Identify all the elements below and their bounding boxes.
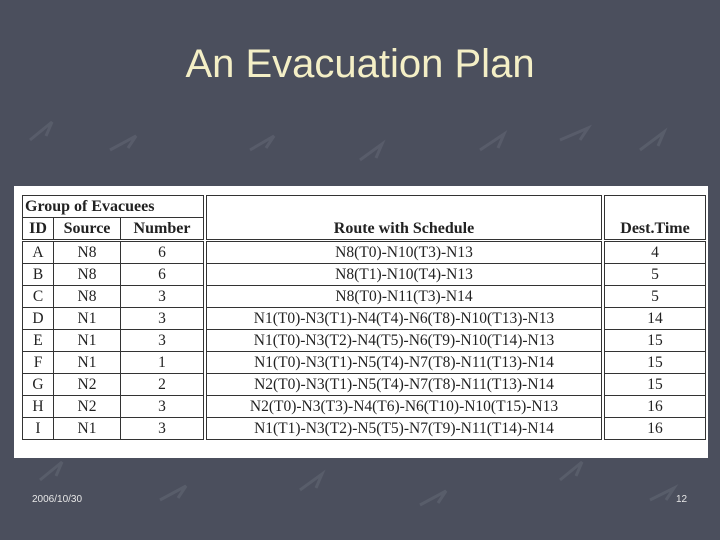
cell-number: 3 [121, 308, 204, 330]
cell-source: N1 [54, 352, 121, 374]
cell-number: 6 [121, 264, 204, 286]
cell-number: 6 [121, 241, 204, 264]
cell-source: N2 [54, 396, 121, 418]
cell-number: 3 [121, 418, 204, 440]
evacuation-plan-table [22, 195, 706, 440]
cell-id: D [23, 308, 54, 330]
cell-id: I [23, 418, 54, 440]
table-row [23, 396, 706, 418]
cell-dest-time: 4 [605, 241, 706, 264]
cell-route: N1(T1)-N3(T2)-N5(T5)-N7(T9)-N11(T14)-N14 [207, 418, 602, 440]
cell-number: 2 [121, 374, 204, 396]
cell-source: N1 [54, 308, 121, 330]
cell-number: 3 [121, 396, 204, 418]
number-header: Number [121, 218, 204, 241]
slide-date: 2006/10/30 [32, 494, 83, 505]
cell-route: N8(T0)-N11(T3)-N14 [207, 286, 602, 308]
dest-time-header: Dest.Time [605, 196, 706, 241]
cell-route: N1(T0)-N3(T1)-N4(T4)-N6(T8)-N10(T13)-N13 [207, 308, 602, 330]
slide-title: An Evacuation Plan [185, 42, 535, 86]
cell-number: 3 [121, 286, 204, 308]
route-with-schedule-header: Route with Schedule [207, 196, 602, 241]
cell-id: F [23, 352, 54, 374]
cell-dest-time: 5 [605, 286, 706, 308]
cell-id: B [23, 264, 54, 286]
cell-id: G [23, 374, 54, 396]
table-row [23, 264, 706, 286]
cell-number: 1 [121, 352, 204, 374]
cell-dest-time: 16 [605, 418, 706, 440]
column-gap [204, 218, 207, 241]
cell-source: N1 [54, 330, 121, 352]
cell-dest-time: 15 [605, 374, 706, 396]
table-row [23, 418, 706, 440]
cell-id: E [23, 330, 54, 352]
table-header-row-1 [23, 196, 706, 218]
table-row [23, 241, 706, 264]
cell-route: N2(T0)-N3(T1)-N5(T4)-N7(T8)-N11(T13)-N14 [207, 374, 602, 396]
id-header: ID [23, 218, 54, 241]
cell-route: N8(T1)-N10(T4)-N13 [207, 264, 602, 286]
cell-id: C [23, 286, 54, 308]
evacuation-table-panel [14, 186, 708, 458]
cell-source: N8 [54, 264, 121, 286]
cell-number: 3 [121, 330, 204, 352]
source-header: Source [54, 218, 121, 241]
cell-id: A [23, 241, 54, 264]
cell-dest-time: 14 [605, 308, 706, 330]
cell-route: N1(T0)-N3(T1)-N5(T4)-N7(T8)-N11(T13)-N14 [207, 352, 602, 374]
table-row [23, 330, 706, 352]
cell-dest-time: 15 [605, 330, 706, 352]
cell-id: H [23, 396, 54, 418]
table-row [23, 286, 706, 308]
slide-page-number: 12 [676, 494, 688, 505]
column-gap [602, 218, 605, 241]
group-of-evacuees-header: Group of Evacuees [23, 196, 204, 218]
table-row [23, 352, 706, 374]
cell-source: N8 [54, 241, 121, 264]
cell-source: N2 [54, 374, 121, 396]
cell-source: N1 [54, 418, 121, 440]
cell-dest-time: 5 [605, 264, 706, 286]
cell-source: N8 [54, 286, 121, 308]
cell-route: N8(T0)-N10(T3)-N13 [207, 241, 602, 264]
cell-dest-time: 15 [605, 352, 706, 374]
cell-route: N2(T0)-N3(T3)-N4(T6)-N6(T10)-N10(T15)-N13 [207, 396, 602, 418]
table-row [23, 308, 706, 330]
table-row [23, 374, 706, 396]
cell-route: N1(T0)-N3(T2)-N4(T5)-N6(T9)-N10(T14)-N13 [207, 330, 602, 352]
cell-dest-time: 16 [605, 396, 706, 418]
